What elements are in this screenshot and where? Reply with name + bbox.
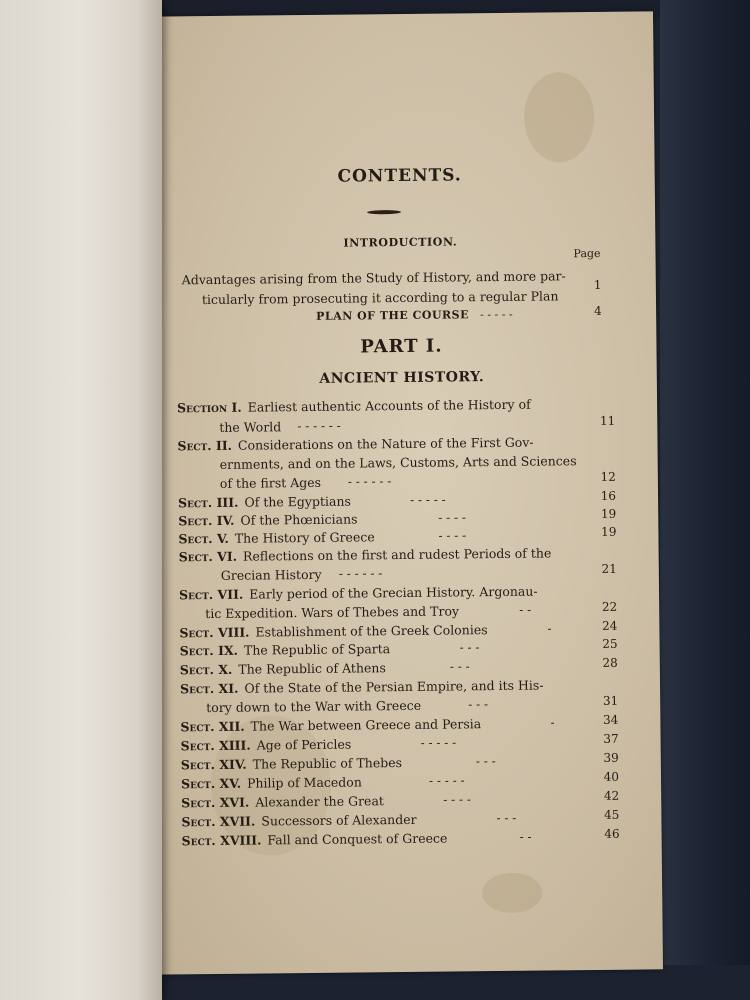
section-label: Sect. XV. bbox=[180, 775, 242, 792]
page-number: 19 bbox=[600, 506, 617, 521]
page-number: 12 bbox=[600, 469, 616, 484]
leader-dashes: - - - - - - bbox=[347, 474, 392, 489]
entry-line: Sect. XIV. The Republic of Thebes bbox=[180, 755, 403, 773]
section-label: Sect. XVI. bbox=[181, 794, 250, 811]
leader-dashes: - - - bbox=[459, 640, 480, 655]
leader-dashes: - - - bbox=[475, 754, 496, 769]
section-label: Sect. VI. bbox=[178, 548, 238, 565]
entry-line: Sect. XV. Philip of Macedon bbox=[180, 774, 362, 792]
page-number: 42 bbox=[603, 788, 620, 803]
entry-line: Sect. IV. Of the Phœnicians bbox=[178, 511, 358, 529]
page-number: 45 bbox=[604, 807, 620, 822]
entry-line: Sect. XVIII. Fall and Conquest of Greece bbox=[181, 830, 448, 849]
entry-line: Sect. II. Considerations on the Nature of the First Gov- bbox=[177, 434, 534, 454]
page-title: CONTENTS. bbox=[337, 165, 462, 187]
page-number: 19 bbox=[601, 524, 617, 539]
entry-line: Sect. VIII. Establishment of the Greek Colonies bbox=[179, 622, 488, 641]
advantages-page: 1 bbox=[593, 277, 602, 292]
entry-line: Sect. XVI. Alexander the Great bbox=[181, 793, 384, 811]
page-number: 31 bbox=[602, 693, 619, 708]
entry-line: Sect. XI. Of the State of the Persian Empire, and its His- bbox=[179, 677, 544, 697]
page-number: 46 bbox=[604, 826, 620, 841]
section-label: Sect. XVIII. bbox=[181, 832, 262, 849]
leader-dashes: - - - bbox=[449, 659, 470, 674]
section-label: Sect. VII. bbox=[178, 586, 244, 603]
section-label: Sect. II. bbox=[177, 437, 233, 454]
entry-line: Sect. VI. Reflections on the first and rudest Periods of the bbox=[178, 545, 552, 565]
leader-dashes: - - - - - - bbox=[338, 566, 383, 581]
entry-line: Sect. III. Of the Egyptians bbox=[178, 493, 351, 511]
section-label: Sect. III. bbox=[178, 494, 239, 511]
page-number: 16 bbox=[600, 488, 617, 503]
section-label: Sect. XI. bbox=[179, 680, 239, 697]
entry-line: Sect. VII. Early period of the Grecian History. Argonau- bbox=[178, 583, 538, 603]
section-label: Sect. XIII. bbox=[180, 737, 251, 754]
page-number: 22 bbox=[601, 599, 618, 614]
paper-stain bbox=[524, 72, 595, 163]
leader-dashes: - bbox=[550, 715, 555, 730]
leader-dashes: - - bbox=[519, 602, 532, 617]
section-label: Sect. VIII. bbox=[179, 624, 250, 641]
entry-line: Sect. IX. The Republic of Sparta bbox=[179, 641, 391, 659]
page-number: 25 bbox=[602, 636, 618, 651]
section-label: Sect. V. bbox=[178, 530, 229, 547]
background-right bbox=[660, 0, 750, 1000]
leader-dashes: - - - - - bbox=[420, 735, 457, 750]
facing-blank-page bbox=[0, 0, 162, 1000]
section-label: Sect. XII. bbox=[180, 718, 245, 735]
entry-line: ernments, and on the Laws, Customs, Arts and Sciences bbox=[219, 453, 577, 472]
section-label: Section I. bbox=[177, 399, 242, 416]
section-label: Sect. IV. bbox=[178, 512, 235, 529]
contents-page bbox=[143, 11, 663, 974]
page-number: 24 bbox=[602, 618, 618, 633]
introduction-heading: INTRODUCTION. bbox=[343, 235, 458, 250]
leader-dashes: - - - - bbox=[438, 510, 467, 525]
entry-line: Section I. Earliest authentic Accounts of the History of bbox=[177, 396, 531, 416]
section-label: Sect. IX. bbox=[179, 642, 239, 659]
entry-line: Sect. XII. The War between Greece and Persia bbox=[180, 716, 482, 735]
leader-dashes: - - - - bbox=[443, 792, 471, 807]
leader-dashes: - - bbox=[519, 829, 532, 844]
section-label: Sect. X. bbox=[179, 661, 233, 678]
plan-page: 4 bbox=[594, 303, 602, 318]
leader-dashes: - - - - - - bbox=[297, 418, 341, 434]
entry-line: Sect. XVII. Successors of Alexander bbox=[181, 811, 417, 830]
section-label: Sect. XVII. bbox=[181, 813, 256, 830]
entry-line: of the first Ages bbox=[219, 474, 322, 491]
entry-line: tic Expedition. Wars of Thebes and Troy bbox=[205, 603, 460, 622]
page-number: 34 bbox=[603, 712, 619, 727]
plan-of-course: PLAN OF THE COURSE bbox=[316, 308, 470, 323]
paper-stain bbox=[482, 873, 542, 914]
advantages-line-1: Advantages arising from the Study of History, and more par- bbox=[181, 268, 566, 288]
page-column-label: Page bbox=[573, 246, 601, 261]
part-heading: PART I. bbox=[360, 335, 443, 358]
page-number: 11 bbox=[599, 413, 616, 428]
entry-line: the World bbox=[219, 419, 282, 435]
page-number: 21 bbox=[601, 561, 617, 576]
entry-line: Grecian History bbox=[220, 566, 322, 583]
ancient-history-heading: ANCIENT HISTORY. bbox=[319, 369, 485, 387]
page-number: 37 bbox=[603, 731, 619, 746]
page-number: 39 bbox=[603, 750, 619, 765]
entry-line: tory down to the War with Greece bbox=[206, 697, 422, 716]
leader-dashes: - - - - - bbox=[428, 773, 465, 788]
entry-line: Sect. X. The Republic of Athens bbox=[179, 660, 386, 678]
leader-dashes: - - - - bbox=[438, 528, 467, 543]
page-number: 40 bbox=[603, 769, 620, 784]
plan-dashes: - - - - - bbox=[480, 307, 513, 322]
advantages-line-2: ticularly from prosecuting it according to a regular Plan bbox=[201, 288, 559, 308]
leader-dashes: - - - bbox=[496, 810, 517, 826]
leader-dashes: - bbox=[547, 621, 552, 636]
leader-dashes: - - - bbox=[468, 697, 489, 712]
ornament-rule bbox=[367, 210, 401, 214]
leader-dashes: - - - - - bbox=[409, 492, 446, 507]
section-label: Sect. XIV. bbox=[180, 756, 247, 773]
entry-line: Sect. V. The History of Greece bbox=[178, 529, 375, 547]
entry-line: Sect. XIII. Age of Pericles bbox=[180, 736, 352, 754]
page-number: 28 bbox=[602, 655, 618, 670]
